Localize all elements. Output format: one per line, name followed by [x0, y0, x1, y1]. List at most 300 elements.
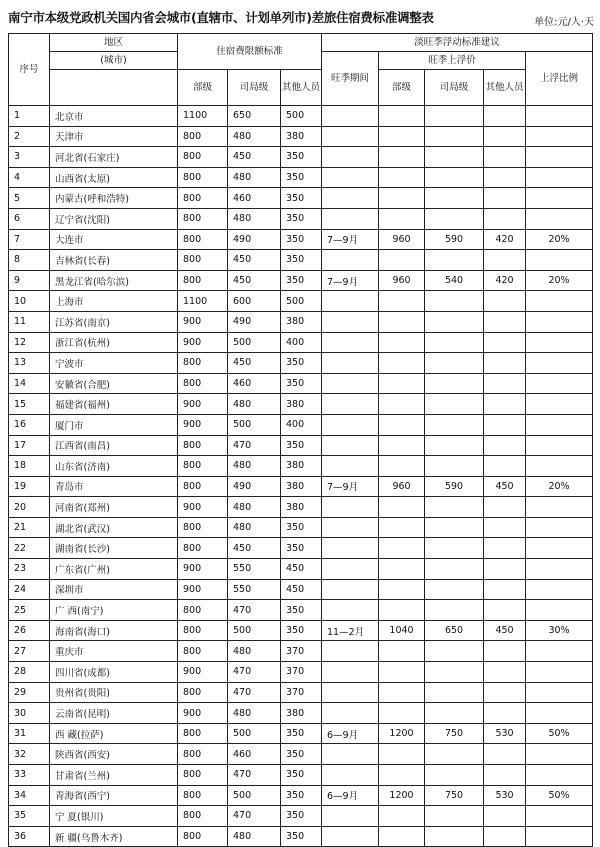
table-row — [9, 332, 593, 353]
cell-peak-ministry — [379, 414, 425, 435]
cell-seq: 10 — [9, 291, 50, 312]
cell-others: 350 — [281, 270, 322, 291]
cell-up-ratio — [526, 579, 593, 600]
cell-others: 350 — [281, 600, 322, 621]
header-city: (城市) — [50, 52, 178, 70]
cell-peak-period — [322, 167, 379, 188]
cell-peak-others — [484, 291, 526, 312]
cell-others: 370 — [281, 641, 322, 662]
cell-up-ratio — [526, 291, 593, 312]
cell-bureau: 480 — [228, 703, 281, 724]
cell-peak-period — [322, 106, 379, 127]
cell-others: 380 — [281, 126, 322, 147]
cell-bureau: 480 — [228, 208, 281, 229]
cell-region: 新 疆(乌鲁木齐) — [50, 826, 178, 847]
cell-bureau: 500 — [228, 785, 281, 806]
cell-peak-bureau — [425, 353, 484, 374]
cell-up-ratio — [526, 703, 593, 724]
table-row — [9, 250, 593, 271]
cell-peak-period: 6—9月 — [322, 723, 379, 744]
cell-ministry: 900 — [178, 332, 228, 353]
cell-peak-others — [484, 373, 526, 394]
cell-up-ratio — [526, 682, 593, 703]
cell-bureau: 460 — [228, 188, 281, 209]
cell-peak-others — [484, 806, 526, 827]
cell-peak-period — [322, 250, 379, 271]
cell-region: 安徽省(合肥) — [50, 373, 178, 394]
cell-seq: 26 — [9, 620, 50, 641]
cell-peak-bureau — [425, 703, 484, 724]
cell-peak-others — [484, 744, 526, 765]
table-row — [9, 126, 593, 147]
header-peak-bureau: 司局级 — [425, 70, 484, 106]
cell-bureau: 460 — [228, 744, 281, 765]
cell-peak-period — [322, 435, 379, 456]
header-others: 其他人员 — [281, 70, 322, 106]
table-row — [9, 353, 593, 374]
cell-bureau: 450 — [228, 250, 281, 271]
cell-peak-period — [322, 373, 379, 394]
cell-region: 河北省(石家庄) — [50, 147, 178, 168]
cell-peak-period — [322, 414, 379, 435]
cell-bureau: 470 — [228, 600, 281, 621]
cell-bureau: 470 — [228, 682, 281, 703]
cell-peak-ministry — [379, 126, 425, 147]
cell-peak-bureau — [425, 373, 484, 394]
cell-seq: 24 — [9, 579, 50, 600]
table-row — [9, 682, 593, 703]
cell-peak-period: 7—9月 — [322, 476, 379, 497]
header-ministry: 部级 — [178, 70, 228, 106]
cell-others: 500 — [281, 106, 322, 127]
cell-up-ratio — [526, 250, 593, 271]
cell-seq: 19 — [9, 476, 50, 497]
table-row — [9, 291, 593, 312]
cell-peak-ministry — [379, 806, 425, 827]
table-header — [9, 34, 593, 106]
cell-up-ratio — [526, 497, 593, 518]
cell-ministry: 800 — [178, 126, 228, 147]
cell-region: 宁波市 — [50, 353, 178, 374]
cell-peak-others: 420 — [484, 270, 526, 291]
cell-peak-bureau: 650 — [425, 620, 484, 641]
cell-peak-bureau — [425, 291, 484, 312]
header-peak-period: 旺季期间 — [322, 52, 379, 106]
cell-others: 350 — [281, 517, 322, 538]
cell-bureau: 650 — [228, 106, 281, 127]
cell-region: 西 藏(拉萨) — [50, 723, 178, 744]
cell-peak-bureau — [425, 435, 484, 456]
cell-peak-ministry — [379, 765, 425, 786]
cell-up-ratio — [526, 538, 593, 559]
cell-bureau: 470 — [228, 765, 281, 786]
cell-others: 350 — [281, 765, 322, 786]
cell-seq: 6 — [9, 208, 50, 229]
cell-up-ratio: 50% — [526, 785, 593, 806]
table-row — [9, 517, 593, 538]
cell-ministry: 800 — [178, 765, 228, 786]
cell-up-ratio — [526, 208, 593, 229]
cell-seq: 4 — [9, 167, 50, 188]
cell-peak-bureau — [425, 765, 484, 786]
cell-ministry: 900 — [178, 559, 228, 580]
cell-peak-period — [322, 208, 379, 229]
table-row — [9, 826, 593, 847]
cell-seq: 27 — [9, 641, 50, 662]
cell-seq: 22 — [9, 538, 50, 559]
cell-others: 380 — [281, 394, 322, 415]
table-row — [9, 559, 593, 580]
cell-ministry: 800 — [178, 723, 228, 744]
cell-region: 河南省(郑州) — [50, 497, 178, 518]
cell-peak-others — [484, 662, 526, 683]
cell-others: 350 — [281, 744, 322, 765]
cell-up-ratio — [526, 765, 593, 786]
cell-up-ratio — [526, 826, 593, 847]
cell-peak-others: 450 — [484, 620, 526, 641]
cell-peak-bureau — [425, 517, 484, 538]
table-row — [9, 373, 593, 394]
cell-ministry: 800 — [178, 806, 228, 827]
cell-ministry: 800 — [178, 641, 228, 662]
cell-others: 380 — [281, 311, 322, 332]
cell-seq: 11 — [9, 311, 50, 332]
cell-peak-bureau — [425, 826, 484, 847]
cell-peak-ministry — [379, 250, 425, 271]
cell-bureau: 500 — [228, 723, 281, 744]
cell-peak-period — [322, 126, 379, 147]
cell-seq: 1 — [9, 106, 50, 127]
cell-region: 浙江省(杭州) — [50, 332, 178, 353]
cell-seq: 21 — [9, 517, 50, 538]
cell-ministry: 800 — [178, 785, 228, 806]
cell-others: 370 — [281, 682, 322, 703]
cell-peak-period — [322, 538, 379, 559]
cell-bureau: 490 — [228, 476, 281, 497]
cell-peak-bureau — [425, 538, 484, 559]
cell-peak-period — [322, 579, 379, 600]
cell-up-ratio — [526, 332, 593, 353]
cell-bureau: 600 — [228, 291, 281, 312]
cell-peak-bureau — [425, 559, 484, 580]
cell-peak-others — [484, 641, 526, 662]
cell-seq: 8 — [9, 250, 50, 271]
cell-peak-others — [484, 600, 526, 621]
cell-peak-others — [484, 188, 526, 209]
cell-others: 500 — [281, 291, 322, 312]
cell-seq: 16 — [9, 414, 50, 435]
cell-peak-ministry: 1200 — [379, 723, 425, 744]
cell-others: 380 — [281, 476, 322, 497]
table-row — [9, 765, 593, 786]
cell-peak-period — [322, 641, 379, 662]
cell-others: 350 — [281, 620, 322, 641]
cell-bureau: 550 — [228, 579, 281, 600]
cell-region: 湖南省(长沙) — [50, 538, 178, 559]
cell-peak-period — [322, 826, 379, 847]
cell-peak-period — [322, 147, 379, 168]
unit-label: 单位:元/人·天 — [534, 17, 594, 28]
cell-ministry: 1100 — [178, 291, 228, 312]
cell-peak-ministry — [379, 291, 425, 312]
table-row — [9, 394, 593, 415]
cell-up-ratio — [526, 414, 593, 435]
cell-peak-others — [484, 435, 526, 456]
cell-ministry: 800 — [178, 147, 228, 168]
cell-ministry: 800 — [178, 826, 228, 847]
cell-region: 江西省(南昌) — [50, 435, 178, 456]
cell-up-ratio — [526, 373, 593, 394]
cell-peak-ministry — [379, 208, 425, 229]
cell-bureau: 480 — [228, 826, 281, 847]
cell-region: 宁 夏(银川) — [50, 806, 178, 827]
table-row — [9, 167, 593, 188]
cell-ministry: 800 — [178, 270, 228, 291]
cell-ministry: 800 — [178, 620, 228, 641]
cell-others: 350 — [281, 188, 322, 209]
cell-others: 380 — [281, 703, 322, 724]
cell-others: 350 — [281, 785, 322, 806]
cell-up-ratio — [526, 744, 593, 765]
cell-up-ratio — [526, 559, 593, 580]
table-row — [9, 456, 593, 477]
cell-peak-ministry — [379, 641, 425, 662]
cell-peak-period — [322, 497, 379, 518]
cell-peak-period — [322, 353, 379, 374]
cell-others: 350 — [281, 723, 322, 744]
cell-peak-others — [484, 456, 526, 477]
cell-seq: 17 — [9, 435, 50, 456]
cell-region: 上海市 — [50, 291, 178, 312]
cell-ministry: 800 — [178, 600, 228, 621]
cell-peak-others — [484, 332, 526, 353]
header-region: 地区 — [50, 34, 178, 52]
cell-up-ratio: 20% — [526, 229, 593, 250]
cell-peak-period — [322, 806, 379, 827]
cell-region: 福建省(福州) — [50, 394, 178, 415]
cell-peak-ministry — [379, 394, 425, 415]
cell-peak-ministry: 1040 — [379, 620, 425, 641]
cell-peak-period — [322, 456, 379, 477]
cell-peak-ministry — [379, 744, 425, 765]
cell-region: 厦门市 — [50, 414, 178, 435]
cell-region: 重庆市 — [50, 641, 178, 662]
cell-bureau: 480 — [228, 126, 281, 147]
cell-bureau: 500 — [228, 414, 281, 435]
cell-bureau: 480 — [228, 394, 281, 415]
cell-peak-period: 11—2月 — [322, 620, 379, 641]
cell-region: 辽宁省(沈阳) — [50, 208, 178, 229]
cell-bureau: 480 — [228, 456, 281, 477]
cell-others: 350 — [281, 538, 322, 559]
cell-peak-others — [484, 414, 526, 435]
cell-peak-ministry — [379, 826, 425, 847]
cell-peak-others — [484, 579, 526, 600]
cell-others: 350 — [281, 250, 322, 271]
cell-bureau: 480 — [228, 517, 281, 538]
table-row — [9, 620, 593, 641]
cell-region: 内蒙古(呼和浩特) — [50, 188, 178, 209]
cell-up-ratio: 50% — [526, 723, 593, 744]
cell-peak-others — [484, 682, 526, 703]
cell-peak-others — [484, 826, 526, 847]
cell-region: 深圳市 — [50, 579, 178, 600]
cell-up-ratio — [526, 126, 593, 147]
cell-up-ratio — [526, 106, 593, 127]
cell-region: 山东省(济南) — [50, 456, 178, 477]
cell-peak-period — [322, 600, 379, 621]
cell-region: 四川省(成都) — [50, 662, 178, 683]
cell-region: 云南省(昆明) — [50, 703, 178, 724]
cell-peak-ministry — [379, 435, 425, 456]
cell-peak-period — [322, 311, 379, 332]
table-row — [9, 703, 593, 724]
cell-peak-period — [322, 291, 379, 312]
cell-bureau: 490 — [228, 229, 281, 250]
cell-up-ratio — [526, 435, 593, 456]
cell-peak-bureau — [425, 147, 484, 168]
cell-others: 380 — [281, 456, 322, 477]
table-row — [9, 497, 593, 518]
cell-region: 青海省(西宁) — [50, 785, 178, 806]
table-row — [9, 600, 593, 621]
cell-peak-others: 420 — [484, 229, 526, 250]
cell-peak-ministry — [379, 167, 425, 188]
header-region-blank — [50, 70, 178, 106]
cell-peak-ministry — [379, 106, 425, 127]
cell-peak-others — [484, 497, 526, 518]
table-body — [9, 106, 593, 847]
cell-ministry: 800 — [178, 476, 228, 497]
cell-peak-ministry — [379, 517, 425, 538]
cell-ministry: 900 — [178, 703, 228, 724]
cell-up-ratio — [526, 806, 593, 827]
cell-peak-bureau — [425, 188, 484, 209]
cell-up-ratio: 20% — [526, 476, 593, 497]
cell-peak-period: 6—9月 — [322, 785, 379, 806]
cell-up-ratio: 20% — [526, 270, 593, 291]
cell-ministry: 800 — [178, 517, 228, 538]
cell-others: 350 — [281, 147, 322, 168]
cell-others: 350 — [281, 826, 322, 847]
cell-region: 青岛市 — [50, 476, 178, 497]
table-row — [9, 538, 593, 559]
cell-seq: 31 — [9, 723, 50, 744]
cell-others: 350 — [281, 806, 322, 827]
cell-seq: 3 — [9, 147, 50, 168]
cell-ministry: 900 — [178, 414, 228, 435]
cell-peak-ministry: 960 — [379, 476, 425, 497]
title-bar — [8, 6, 594, 28]
cell-ministry: 900 — [178, 497, 228, 518]
cell-peak-bureau: 590 — [425, 476, 484, 497]
cell-seq: 29 — [9, 682, 50, 703]
cell-seq: 33 — [9, 765, 50, 786]
table-row — [9, 311, 593, 332]
cell-bureau: 480 — [228, 641, 281, 662]
cell-region: 陕西省(西安) — [50, 744, 178, 765]
cell-peak-bureau: 750 — [425, 723, 484, 744]
cell-ministry: 900 — [178, 311, 228, 332]
header-peak-others: 其他人员 — [484, 70, 526, 106]
cell-region: 甘肃省(兰州) — [50, 765, 178, 786]
cell-peak-bureau — [425, 394, 484, 415]
cell-peak-ministry — [379, 353, 425, 374]
cell-bureau: 450 — [228, 538, 281, 559]
table-row — [9, 785, 593, 806]
cell-peak-ministry — [379, 332, 425, 353]
cell-peak-ministry — [379, 188, 425, 209]
cell-peak-others — [484, 311, 526, 332]
cell-region: 湖北省(武汉) — [50, 517, 178, 538]
cell-peak-others — [484, 559, 526, 580]
cell-peak-bureau — [425, 456, 484, 477]
cell-up-ratio — [526, 394, 593, 415]
cell-up-ratio: 30% — [526, 620, 593, 641]
cell-up-ratio — [526, 641, 593, 662]
cell-seq: 5 — [9, 188, 50, 209]
table-row — [9, 579, 593, 600]
cell-seq: 12 — [9, 332, 50, 353]
cell-peak-bureau — [425, 332, 484, 353]
cell-others: 350 — [281, 208, 322, 229]
cell-up-ratio — [526, 456, 593, 477]
header-seq: 序号 — [9, 34, 50, 106]
cell-bureau: 550 — [228, 559, 281, 580]
cell-others: 380 — [281, 497, 322, 518]
cell-region: 大连市 — [50, 229, 178, 250]
cell-peak-others — [484, 147, 526, 168]
cell-up-ratio — [526, 167, 593, 188]
cell-peak-others — [484, 167, 526, 188]
cell-peak-period — [322, 332, 379, 353]
cell-seq: 28 — [9, 662, 50, 683]
cell-peak-bureau — [425, 414, 484, 435]
cell-peak-ministry — [379, 373, 425, 394]
cell-up-ratio — [526, 188, 593, 209]
cell-others: 350 — [281, 229, 322, 250]
cell-bureau: 470 — [228, 435, 281, 456]
cell-peak-period: 7—9月 — [322, 229, 379, 250]
table-row — [9, 723, 593, 744]
cell-others: 350 — [281, 435, 322, 456]
cell-bureau: 500 — [228, 332, 281, 353]
cell-others: 400 — [281, 414, 322, 435]
cell-peak-ministry — [379, 682, 425, 703]
cell-peak-bureau — [425, 497, 484, 518]
cell-peak-bureau — [425, 662, 484, 683]
cell-peak-others — [484, 538, 526, 559]
cell-peak-period — [322, 682, 379, 703]
cell-peak-others — [484, 765, 526, 786]
cell-seq: 34 — [9, 785, 50, 806]
cell-peak-bureau — [425, 250, 484, 271]
cell-peak-period — [322, 394, 379, 415]
cell-peak-bureau: 540 — [425, 270, 484, 291]
cell-peak-period — [322, 703, 379, 724]
cell-peak-period — [322, 517, 379, 538]
cell-ministry: 800 — [178, 538, 228, 559]
table-row — [9, 229, 593, 250]
cell-bureau: 450 — [228, 270, 281, 291]
cell-seq: 9 — [9, 270, 50, 291]
table-row — [9, 188, 593, 209]
cell-up-ratio — [526, 517, 593, 538]
cell-ministry: 800 — [178, 250, 228, 271]
cell-region: 天津市 — [50, 126, 178, 147]
cell-peak-ministry: 1200 — [379, 785, 425, 806]
cell-peak-ministry — [379, 311, 425, 332]
